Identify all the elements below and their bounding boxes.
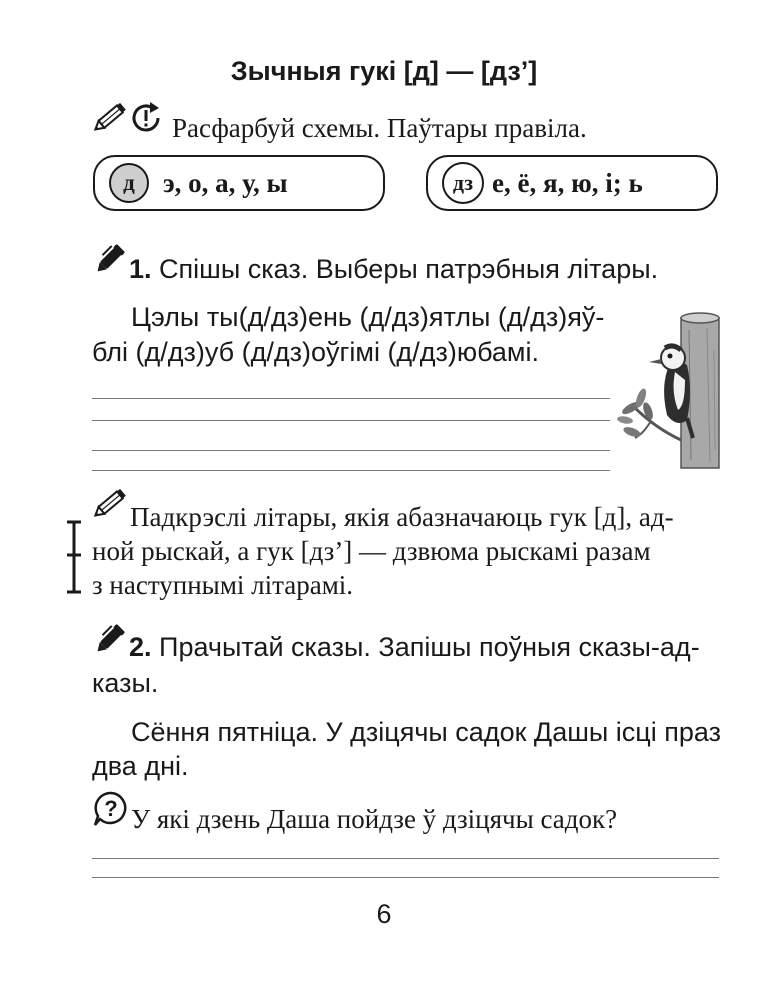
task1-text-line1: Цэлы ты(д/дз)ень (д/дз)ятлы (д/дз)яў- xyxy=(131,302,605,332)
writing-line-4[interactable] xyxy=(92,470,610,471)
writing-line-5[interactable] xyxy=(92,858,719,859)
pencil-icon xyxy=(93,100,129,139)
task2-instruction-line2: казы. xyxy=(92,668,159,698)
pencil-icon xyxy=(93,486,129,525)
underline-task-line1: Падкрэслі літары, якія абазначаюць гук [д], ад- xyxy=(130,502,674,532)
task1-instruction: Спішы сказ. Выберы патрэбныя літары. xyxy=(159,254,659,284)
task2-instruction: Прачытай сказы. Запішы поўныя сказы-ад- xyxy=(159,632,700,662)
task2-number: 2. xyxy=(129,632,152,662)
page-number: 6 xyxy=(376,899,392,929)
underline-marks-icon xyxy=(66,520,82,599)
task2-question: У які дзень Даша пойдзе ў дзіцячы садок? xyxy=(131,804,618,834)
task1-instruction-row xyxy=(129,254,658,285)
page-title: Зычныя гукі [д] — [дз’] xyxy=(230,56,538,86)
scheme-d xyxy=(93,155,385,211)
sound-circle-dz: дз xyxy=(442,162,484,204)
task1-number: 1. xyxy=(129,254,152,284)
question-bubble-icon xyxy=(92,790,130,833)
task1-text-line2: блі (д/дз)уб (д/дз)оўгімі (д/дз)юбамі. xyxy=(92,337,539,367)
woodpecker-illustration xyxy=(615,310,725,480)
task2-text-line1: Сёння пятніца. У дзіцячы садок Дашы ісці праз xyxy=(131,717,721,747)
sound-circle-d: д xyxy=(109,163,149,203)
rule-instruction: Расфарбуй схемы. Паўтары правіла. xyxy=(172,113,587,143)
scheme-d-letters: э, о, а, у, ы xyxy=(163,167,288,198)
writing-line-1[interactable] xyxy=(92,398,610,399)
underline-task-line2: ной рыскай, а гук [дз’] — дзвюма рыскамі разам xyxy=(92,536,651,566)
underline-task-line3: з наступнымі літарамі. xyxy=(92,570,354,600)
writing-line-3[interactable] xyxy=(92,450,610,451)
task2-text-line2: два дні. xyxy=(92,751,189,781)
repeat-exclamation-icon xyxy=(128,100,164,141)
svg-text:?: ? xyxy=(104,796,118,821)
scheme-dz xyxy=(426,155,718,211)
task2-instruction-row xyxy=(129,632,700,663)
scheme-dz-letters: е, ё, я, ю, і; ь xyxy=(492,167,643,198)
writing-line-2[interactable] xyxy=(92,420,610,421)
writing-line-6[interactable] xyxy=(92,877,719,878)
pen-icon xyxy=(93,620,129,661)
pen-icon xyxy=(93,240,129,281)
